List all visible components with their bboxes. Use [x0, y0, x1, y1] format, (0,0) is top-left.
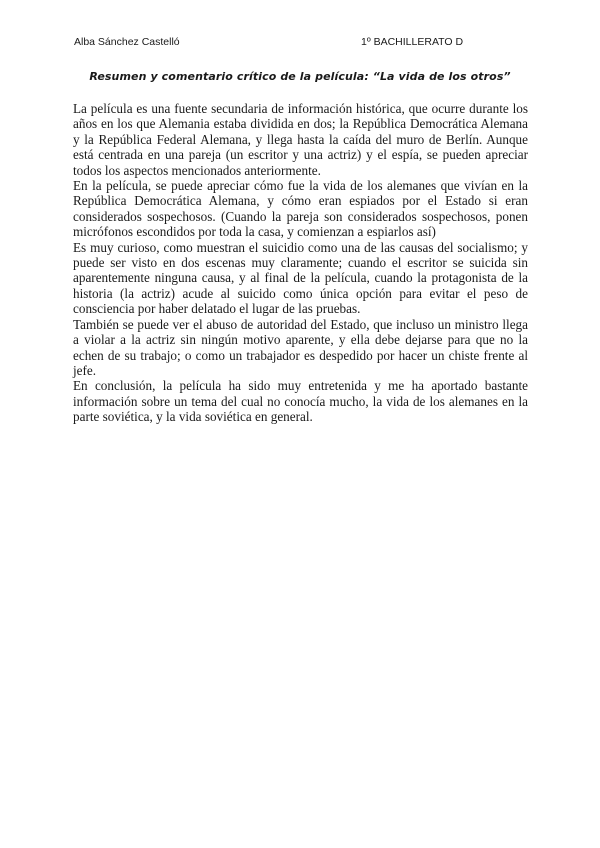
- document-title: Resumen y comentario crítico de la película: “La vida de los otros”: [89, 70, 511, 83]
- course-label: 1º BACHILLERATO D: [361, 36, 464, 48]
- author-name: Alba Sánchez Castelló: [74, 36, 180, 48]
- page-header: [74, 36, 526, 52]
- paragraph-espionage: En la película, se puede apreciar cómo fue la vida de los alemanes que vivían en la República Democrática Alemana, y cómo eran espiados por el Estado si eran considerados sospechosos. (Cuando la pareja son considerados sospechosos, ponen micrófonos escondidos por toda la casa, y comienzan a espiarlos así): [73, 178, 528, 240]
- paragraph-suicide: Es muy curioso, como muestran el suicidio como una de las causas del socialismo; y puede ser visto en dos escenas muy claramente; cuando el escritor se suicida sin aparentemente ninguna causa, y al final de la película, cuando la protagonista de la historia (la actriz) acude al suicido como única opción para evitar el peso de consciencia por haber delatado el lugar de las pruebas.: [73, 239, 528, 317]
- paragraph-intro: La película es una fuente secundaria de información histórica, que ocurre durante los años en los que Alemania estaba dividida en dos; la República Democrática Alemana y la República Federal Alemana, y llega hasta la caída del muro de Berlín. Aunque está centrada en una pareja (un escritor y una actriz) y el espía, se pueden apreciar todos los aspectos mencionados anteriormente.: [73, 101, 528, 178]
- paragraph-conclusion: En conclusión, la película ha sido muy entretenida y me ha aportado bastante información sobre un tema del cual no conocía mucho, la vida de los alemanes en la parte soviética, y la vida soviética en general.: [73, 378, 528, 425]
- document-body: [73, 101, 528, 425]
- paragraph-abuse: También se puede ver el abuso de autoridad del Estado, que incluso un ministro llega a violar a la actriz sin ningún motivo aparente, y ella debe dejarse para que no la echen de su trabajo; o como un trabajador es despedido por hacer un chiste frente al jefe.: [73, 316, 528, 378]
